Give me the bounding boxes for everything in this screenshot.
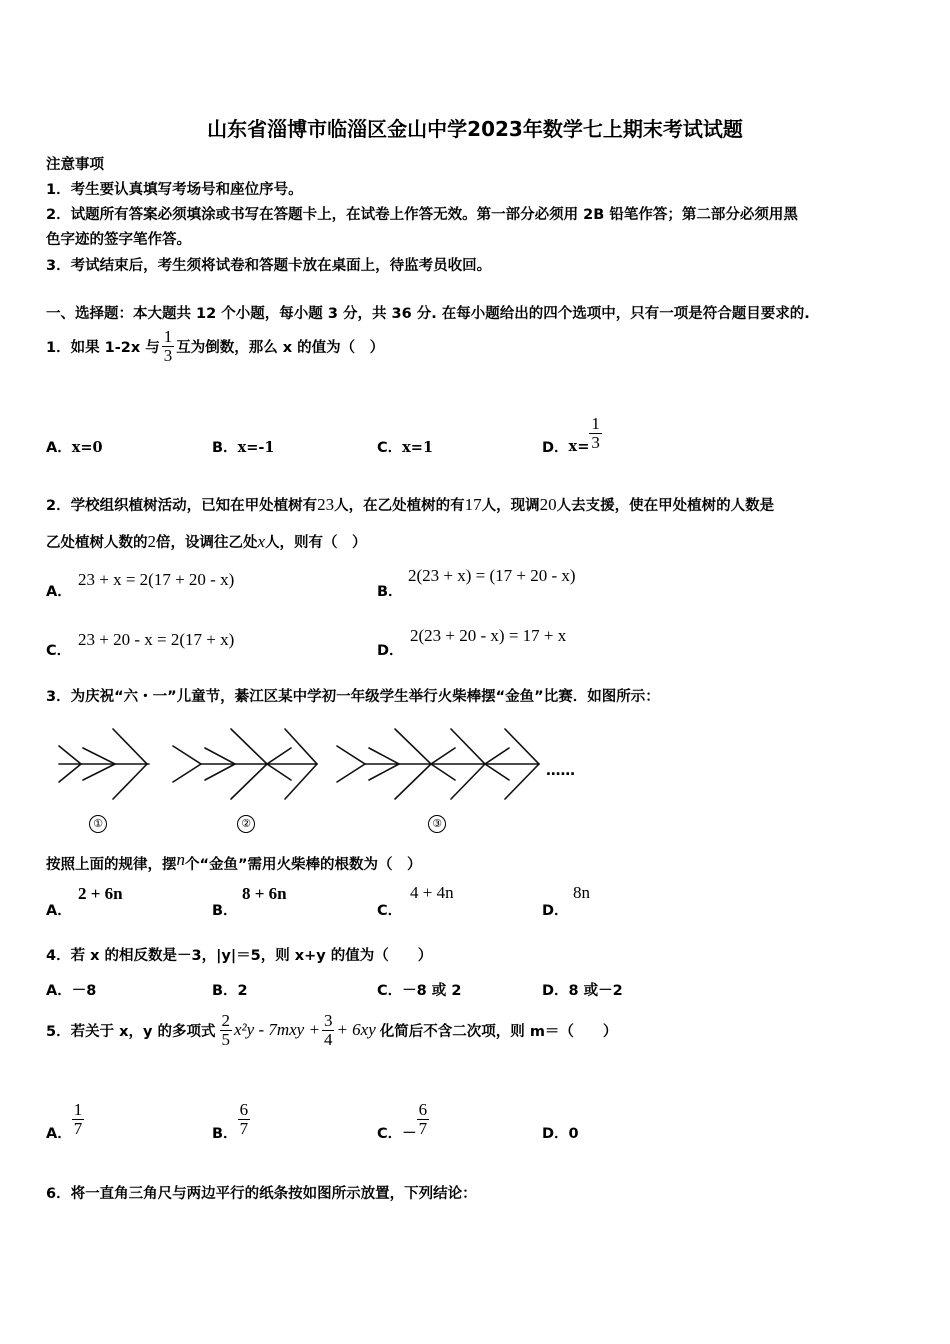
q2-text: 人，现调 xyxy=(481,498,540,514)
option-label: A． xyxy=(46,1126,72,1142)
notice-item: 3．考试结束后，考生须将试卷和答题卡放在桌面上，待监考员收回。 xyxy=(46,258,492,274)
notice-heading: 注意事项 xyxy=(46,157,104,173)
q2-option-c-expression: 23 + 20 - x = 2(17 + x) xyxy=(78,630,235,649)
q2-number: 17 xyxy=(464,495,482,514)
q4-option-d: D．8 或－2 xyxy=(542,983,623,999)
q5-option-a xyxy=(46,1096,84,1143)
q3-option-d-label: D． xyxy=(542,903,569,919)
option-text: x= xyxy=(568,438,590,455)
fraction-denominator: 4 xyxy=(323,1029,333,1049)
q2-option-b-label: B． xyxy=(377,584,403,600)
q1-option-a xyxy=(46,436,103,457)
option-label: C． xyxy=(377,440,403,456)
q3-option-a-expression: 2 + 6n xyxy=(78,884,123,903)
fraction-numerator: 2 xyxy=(221,1011,230,1030)
q2-option-a-expression: 23 + x = 2(17 + 20 - x) xyxy=(78,570,235,589)
question-3: 3．为庆祝“六・一”儿童节，綦江区某中学初一年级学生举行火柴棒摆“金鱼”比赛．如图所示： xyxy=(46,689,660,705)
q5-expression: x²y - 7mxy + xyxy=(234,1020,320,1040)
option-fraction xyxy=(417,1101,430,1138)
q5-option-b xyxy=(212,1096,250,1143)
option-text: x=0 xyxy=(71,439,103,456)
question-2-line-2 xyxy=(46,531,367,552)
q5-text-end: 化简后不含二次项，则 m＝（ ） xyxy=(379,1023,618,1040)
fish-figure-2 xyxy=(173,729,317,799)
option-label: C．－ xyxy=(377,1126,417,1142)
q2-number: 2 xyxy=(147,532,156,551)
q1-text: 1．如果 1-2x 与 xyxy=(46,339,160,356)
fraction-denominator: 5 xyxy=(221,1029,230,1049)
q4-option-c: C．－8 或 2 xyxy=(377,983,462,999)
option-label: B． xyxy=(212,440,238,456)
q2-text: 人去支援，使在甲处植树的人数是 xyxy=(556,498,775,514)
fraction-denominator: 7 xyxy=(239,1119,249,1138)
q4-option-a: A．－8 xyxy=(46,983,97,999)
q2-variable: x xyxy=(257,532,266,551)
option-label: B． xyxy=(212,1126,238,1142)
fraction-numerator: 1 xyxy=(591,414,600,434)
option-fraction xyxy=(72,1101,85,1138)
q2-option-d-label: D． xyxy=(377,643,404,659)
fraction-numerator: 1 xyxy=(73,1100,83,1120)
q5-fraction-2 xyxy=(322,1012,335,1049)
option-label: A． xyxy=(46,440,72,456)
fraction-denominator: 7 xyxy=(418,1119,428,1138)
q3-option-b-label: B． xyxy=(212,903,238,919)
q3-text: 个“金鱼”需用火柴棒的根数为（ ） xyxy=(185,857,422,873)
q2-text: 乙处植树人数的 xyxy=(46,535,148,551)
fish-figure-1 xyxy=(59,729,149,799)
fish-figure-3 xyxy=(337,729,539,799)
q5-expression: + 6xy xyxy=(336,1020,376,1040)
q5-option-d: D．0 xyxy=(542,1126,579,1142)
q3-option-c-expression: 4 + 4n xyxy=(410,883,454,902)
q3-option-d-expression: 8n xyxy=(573,883,590,902)
q3-option-c-label: C． xyxy=(377,903,403,919)
question-4: 4．若 x 的相反数是－3，|y|＝5，则 x+y 的值为（ ） xyxy=(46,948,433,964)
figure-label-3: ③ xyxy=(428,815,446,833)
page-title: 山东省淄博市临淄区金山中学2023年数学七上期末考试试题 xyxy=(207,117,743,141)
q1-text-end: 互为倒数，那么 x 的值为（ ） xyxy=(176,339,385,356)
q1-option-d xyxy=(542,410,602,457)
q1-fraction-numerator: 1 xyxy=(163,327,173,346)
option-text: x=-1 xyxy=(237,439,275,456)
q2-text: 人，则有（ ） xyxy=(265,535,367,551)
q2-option-c-label: C． xyxy=(46,643,72,659)
question-2-line-1 xyxy=(46,494,774,515)
figure-label-1: ① xyxy=(89,815,107,833)
fraction-numerator: 3 xyxy=(323,1011,333,1030)
matchstick-fish-figure xyxy=(55,724,595,814)
q2-text: 倍，设调往乙处 xyxy=(156,535,258,551)
q3-option-a-label: A． xyxy=(46,903,72,919)
q1-option-c xyxy=(377,436,433,457)
q1-option-b xyxy=(212,436,274,457)
option-label: D． xyxy=(542,440,569,456)
q3-variable: n xyxy=(176,850,185,869)
q5-option-c xyxy=(377,1096,429,1143)
q4-option-b: B．2 xyxy=(212,983,248,999)
q2-option-b-expression: 2(23 + x) = (17 + 20 - x) xyxy=(408,566,576,585)
q2-option-a-label: A． xyxy=(46,584,72,600)
fraction-numerator: 6 xyxy=(239,1100,249,1120)
question-6: 6．将一直角三角尺与两边平行的纸条按如图所示放置，下列结论： xyxy=(46,1186,477,1202)
question-1 xyxy=(46,328,384,365)
q3-text: 按照上面的规律，摆 xyxy=(46,857,177,873)
q2-number: 20 xyxy=(539,495,557,514)
section-heading: 一、选择题：本大题共 12 个小题，每小题 3 分，共 36 分. 在每小题给出的四个选项中，只有一项是符合题目要求的. xyxy=(46,306,810,322)
q2-text: 人，在乙处植树的有 xyxy=(334,498,465,514)
notice-item: 色字迹的签字笔作答。 xyxy=(46,232,191,248)
q5-text: 5．若关于 x，y 的多项式 xyxy=(46,1023,216,1040)
q1-option-d-fraction xyxy=(589,415,602,452)
figure-label-2: ② xyxy=(237,815,255,833)
option-text: x=1 xyxy=(402,439,434,456)
fraction-numerator: 6 xyxy=(418,1100,428,1120)
question-3-prompt xyxy=(46,850,422,874)
figure-ellipsis: …… xyxy=(546,763,575,779)
q5-fraction-1 xyxy=(220,1012,233,1049)
option-fraction xyxy=(238,1101,251,1138)
question-5 xyxy=(46,1012,617,1049)
fraction-denominator: 7 xyxy=(73,1119,83,1138)
notice-item: 1．考生要认真填写考场号和座位序号。 xyxy=(46,182,303,198)
q3-option-b-expression: 8 + 6n xyxy=(242,884,287,903)
q2-text: 2．学校组织植树活动，已知在甲处植树有 xyxy=(46,498,318,514)
q2-number: 23 xyxy=(317,495,335,514)
q2-option-d-expression: 2(23 + 20 - x) = 17 + x xyxy=(410,626,567,645)
notice-item: 2．试题所有答案必须填涂或书写在答题卡上，在试卷上作答无效。第一部分必须用 2B 铅笔作答；第二部分必须用黑 xyxy=(46,207,798,223)
q1-fraction-denominator: 3 xyxy=(163,345,173,365)
fraction-denominator: 3 xyxy=(591,433,600,452)
q1-fraction xyxy=(162,328,175,365)
